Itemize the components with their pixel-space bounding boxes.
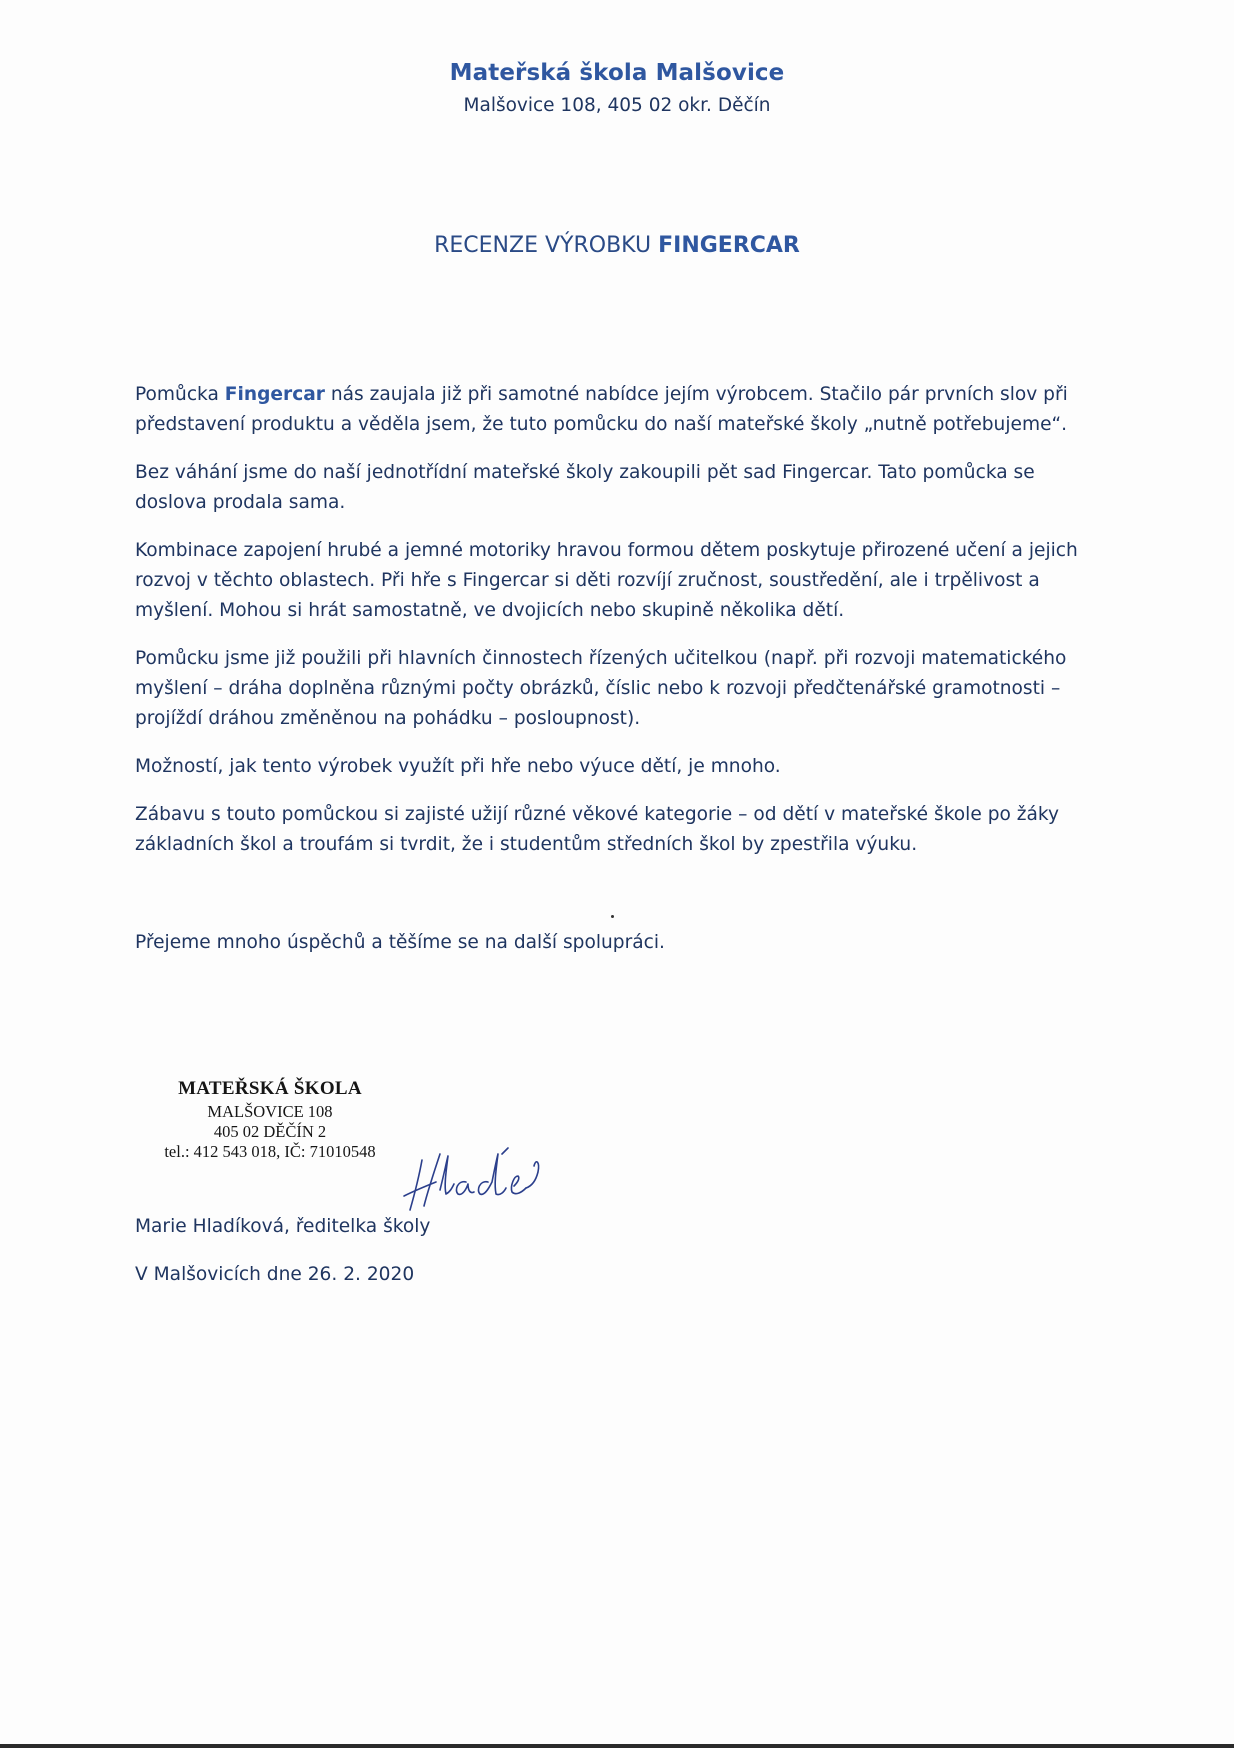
signer-name: Marie Hladíková, ředitelka školy bbox=[135, 1216, 431, 1237]
title-product: FINGERCAR bbox=[658, 233, 800, 258]
letterhead-address: Malšovice 108, 405 02 okr. Děčín bbox=[463, 95, 771, 116]
paragraph-2: Bez váhání jsme do naší jednotřídní mateřské školy zakoupili pět sad Fingercar. Tato pomůcka se doslova prodala sama. bbox=[135, 462, 1035, 513]
p1-product-name: Fingercar bbox=[224, 384, 325, 405]
p1-after: nás zaujala již při samotné nabídce jejím výrobcem. Stačilo pár prvních slov při představení produktu a věděla jsem, že tuto pomůcku do naší mateřské školy „nutně potřebujeme“. bbox=[135, 384, 1068, 435]
scan-bottom-edge bbox=[0, 1744, 1234, 1748]
stamp-line-2: MALŠOVICE 108 bbox=[207, 1102, 333, 1121]
scan-dot-mark bbox=[611, 915, 614, 918]
p1-before: Pomůcka bbox=[135, 384, 225, 405]
title-prefix: RECENZE VÝROBKU bbox=[434, 233, 659, 258]
signature-icon bbox=[396, 1144, 546, 1218]
stamp-line-4: tel.: 412 543 018, IČ: 71010548 bbox=[164, 1142, 376, 1161]
stamp-line-3: 405 02 DĚČÍN 2 bbox=[213, 1122, 327, 1141]
paragraph-5: Možností, jak tento výrobek využít při hře nebo výuce dětí, je mnoho. bbox=[135, 756, 781, 777]
review-body bbox=[135, 380, 1095, 878]
document-title bbox=[0, 233, 1234, 258]
stamp-line-1: MATEŘSKÁ ŠKOLA bbox=[178, 1078, 362, 1099]
paragraph-3: Kombinace zapojení hrubé a jemné motoriky hravou formou dětem poskytuje přirozené učení a jejich rozvoj v těchto oblastech. Při hře s Fingercar si děti rozvíjí zručnost, soustředění, ale i trpělivost a myšlení. Mohou si hrát samostatně, ve dvojicích nebo skupině několika dětí. bbox=[135, 540, 1078, 621]
date-line: V Malšovicích dne 26. 2. 2020 bbox=[135, 1264, 415, 1285]
paragraph-4: Pomůcku jsme již použili při hlavních činnostech řízených učitelkou (např. při rozvoji matematického myšlení – dráha doplněna různými počty obrázků, číslic nebo k rozvoji předčtenářské gramotnosti – projíždí dráhou změněnou na pohádku – posloupnost). bbox=[135, 648, 1067, 729]
paragraph-6: Zábavu s touto pomůckou si zajisté užijí různé věkové kategorie – od dětí v mateřské škole po žáky základních škol a troufám si tvrdit, že i studentům středních škol by zpestřila výuku. bbox=[135, 804, 1060, 855]
school-stamp bbox=[140, 1076, 400, 1163]
letterhead-school-name: Mateřská škola Malšovice bbox=[449, 60, 785, 86]
closing-line: Přejeme mnoho úspěchů a těšíme se na další spolupráci. bbox=[135, 932, 665, 953]
paragraph-1 bbox=[135, 380, 1095, 440]
